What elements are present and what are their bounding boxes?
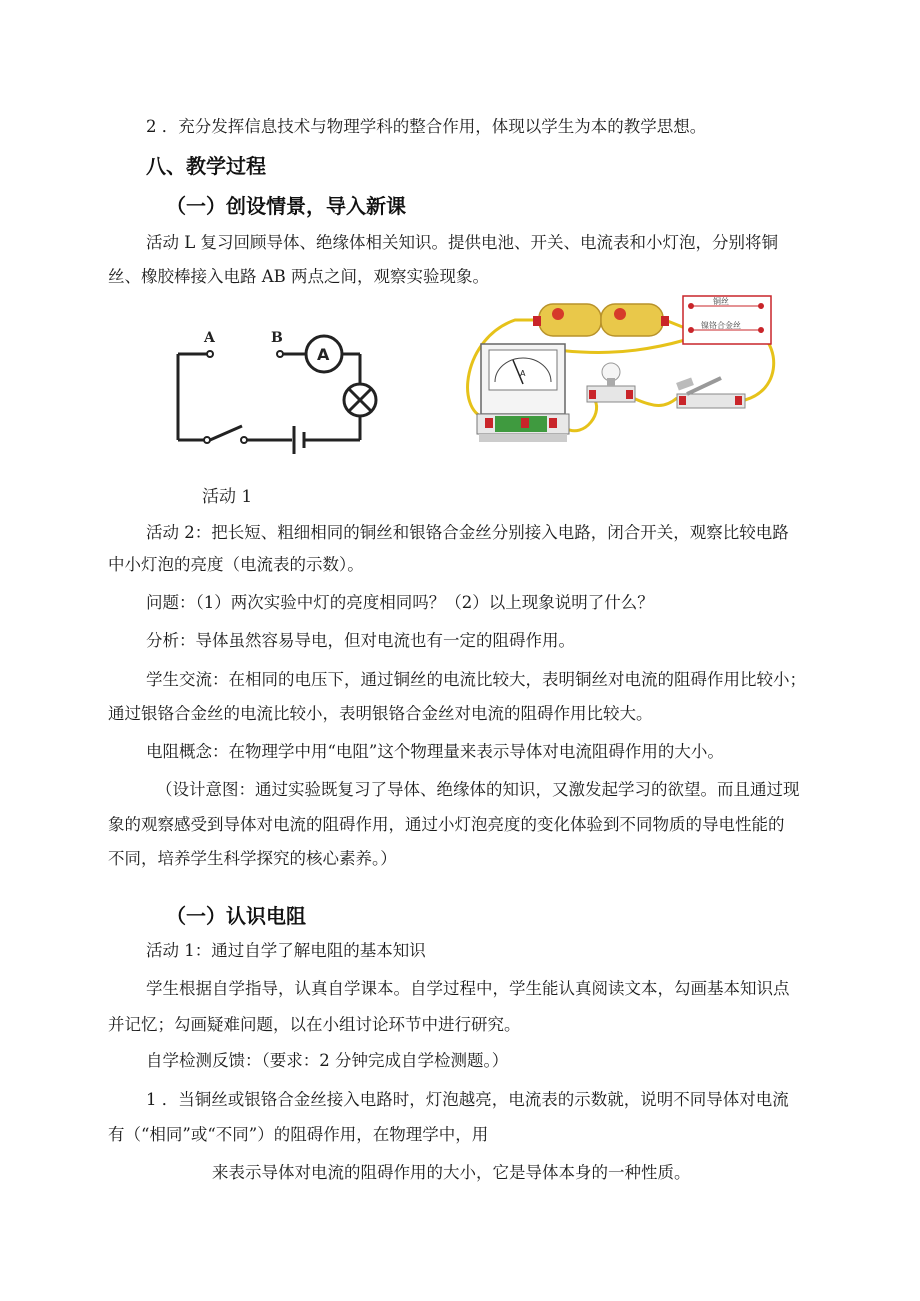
text-line: 活动 2：把长短、粗细相同的铜丝和银铬合金丝分别接入电路，闭合开关，观察比较电路 [146,523,789,542]
text-line: 活动 1：通过自学了解电阻的基本知识 [146,941,426,960]
text-line: 象的观察感受到导体对电流的阻碍作用，通过小灯泡亮度的变化体验到不同物质的导电性能的 [108,815,785,834]
text-line: 问题：（1）两次实验中灯的亮度相同吗？（2）以上现象说明了什么？ [146,593,654,612]
circuit-diagram [170,322,380,464]
apparatus-illustration [455,290,785,460]
text-line: 分析：导体虽然容易导电，但对电流也有一定的阻碍作用。 [146,631,575,650]
text-line: 有（“相同”或“不同”）的阻碍作用，在物理学中，用 [108,1125,489,1144]
figure-caption: 活动 1 [202,487,253,507]
wire-label-copper: 铜丝 [713,297,729,306]
text-line: 2 ．充分发挥信息技术与物理学科的整合作用，体现以学生为本的教学思想。 [146,117,707,136]
meter-unit-label: A [520,369,526,378]
text-line: 电阻概念：在物理学中用“电阻”这个物理量来表示导体对电流阻碍作用的大小。 [146,742,724,761]
text-line: 通过银铬合金丝的电流比较小，表明银铬合金丝对电流的阻碍作用比较大。 [108,704,653,723]
text-line: 自学检测反馈：（要求：2 分钟完成自学检测题。） [146,1051,509,1070]
subsection-heading: （一）认识电阻 [166,904,306,928]
text-line: 并记忆；勾画疑难问题，以在小组讨论环节中进行研究。 [108,1015,521,1034]
text-line: 中小灯泡的亮度（电流表的示数）。 [108,555,364,574]
text-line: （设计意图：通过实验既复习了导体、绝缘体的知识，又激发起学习的欲望。而且通过现 [156,780,800,799]
text-line: 学生交流：在相同的电压下，通过铜丝的电流比较大，表明铜丝对电流的阻碍作用比较小； [146,670,806,689]
text-line: 丝、橡胶棒接入电路 AB 两点之间，观察实验现象。 [108,267,490,286]
node-label-a: A [204,330,215,346]
text-line: 学生根据自学指导，认真自学课本。自学过程中，学生能认真阅读文本，勾画基本知识点 [146,979,790,998]
wire-label-alloy: 镍铬合金丝 [701,321,741,330]
node-label-b: B [271,330,283,346]
ammeter-label: A [317,345,330,364]
text-line: 1 ．当铜丝或银铬合金丝接入电路时，灯泡越亮，电流表的示数就，说明不同导体对电流 [146,1090,789,1109]
subsection-heading: （一）创设情景，导入新课 [166,194,406,218]
text-line: 不同，培养学生科学探究的核心素养。） [108,849,397,868]
text-line: 活动 L 复习回顾导体、绝缘体相关知识。提供电池、开关、电流表和小灯泡，分别将铜 [146,233,778,252]
text-line: 来表示导体对电流的阻碍作用的大小，它是导体本身的一种性质。 [212,1163,691,1182]
section-heading: 八、教学过程 [146,154,266,178]
